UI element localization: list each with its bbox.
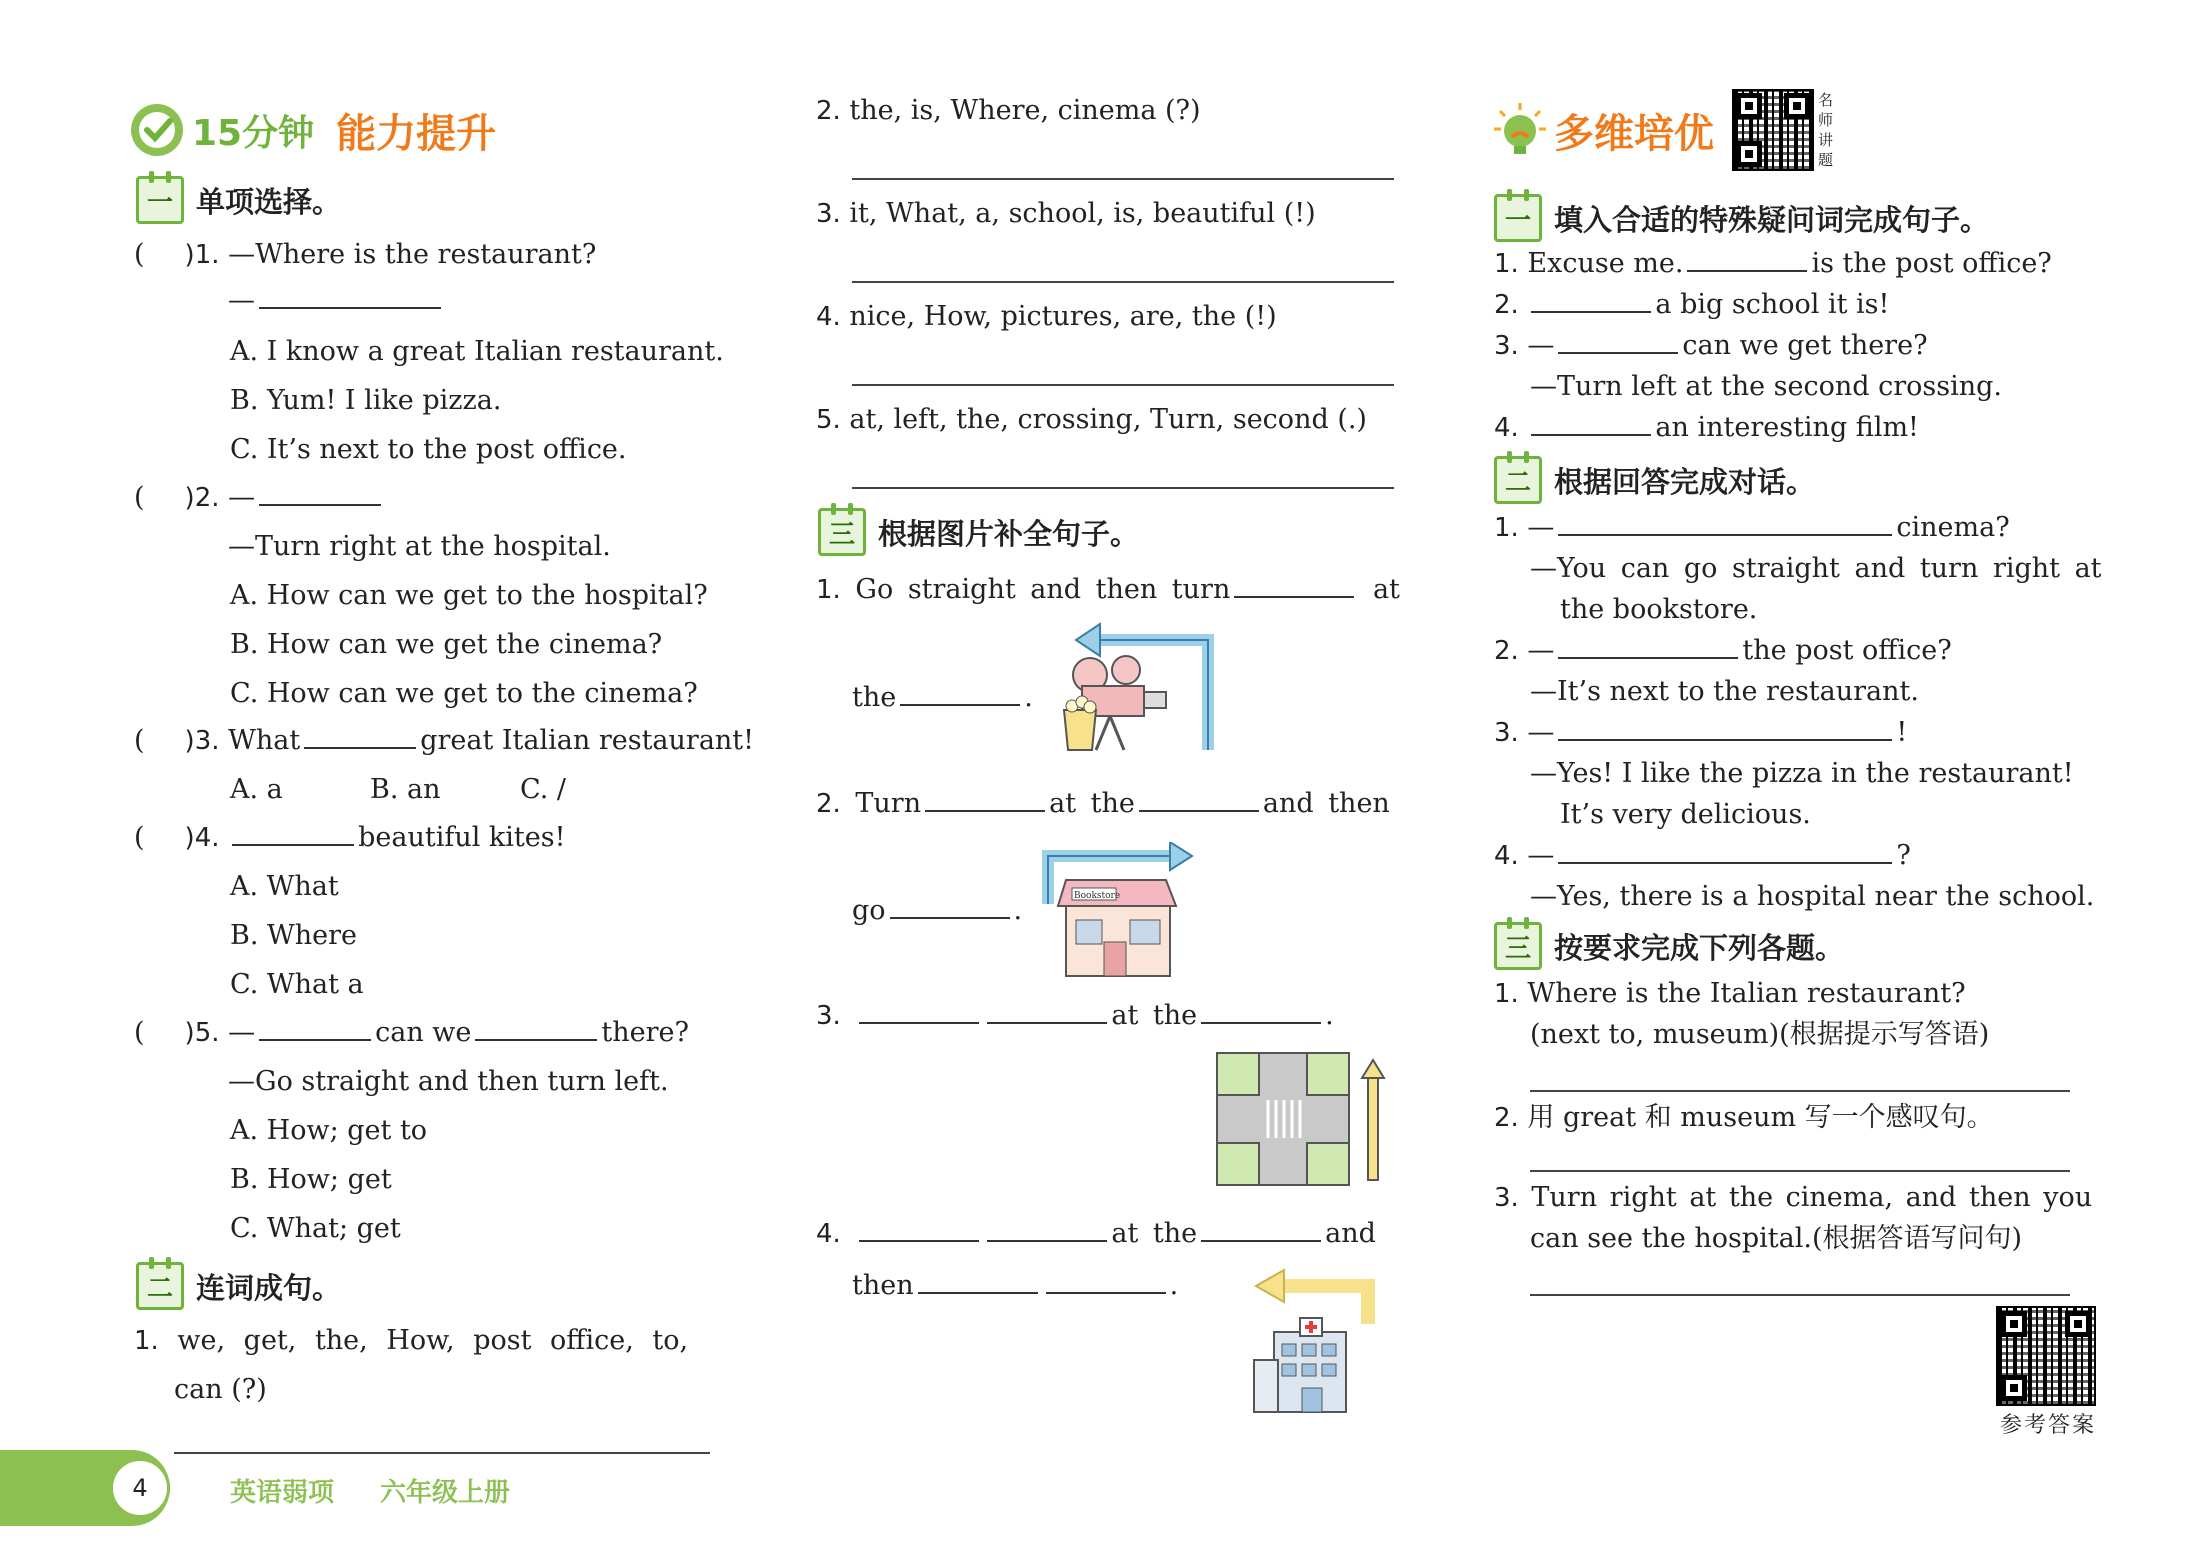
answer-line[interactable] (852, 384, 1394, 386)
r2-d3: 3. — ! (1494, 717, 1908, 748)
answer-line[interactable] (1530, 1294, 2070, 1296)
blank[interactable] (890, 893, 1010, 919)
header-right (1492, 91, 1838, 169)
q1-option-a: A. I know a great Italian restaurant. (230, 336, 724, 367)
blank[interactable] (987, 998, 1107, 1024)
page-number: 4 (110, 1458, 170, 1518)
r1-title-text: 填入合适的特殊疑问词完成句子。 (1554, 202, 1990, 237)
q4-option-a: A. What (230, 871, 339, 902)
header-minutes: 15分钟 (192, 112, 315, 154)
blank[interactable] (1558, 328, 1678, 354)
sec2-title-text: 连词成句。 (196, 1270, 342, 1305)
blank[interactable] (1201, 998, 1321, 1024)
blank[interactable] (1234, 572, 1354, 598)
blank[interactable] (1558, 838, 1892, 864)
q3-option-a: A. a (230, 774, 283, 805)
sec3-item-2: 2. Turn at the and then (816, 788, 1390, 819)
r2-d4-ans1: —Yes, there is a hospital near the school. (1530, 881, 2095, 912)
q5-line: ( )5. — can we there? (134, 1017, 689, 1048)
q1-line: ( )1. —Where is the restaurant? (134, 239, 597, 270)
blank[interactable] (1201, 1216, 1321, 1242)
q4-option-b: B. Where (230, 920, 358, 951)
sec1-badge: 一 (136, 176, 184, 224)
blank[interactable] (1687, 246, 1807, 272)
r2-d4: 4. — ? (1494, 840, 1911, 871)
r1-line-3b: —Turn left at the second crossing. (1530, 371, 2002, 402)
q1-dash: — (228, 283, 445, 319)
footer-grade: 六年级上册 (380, 1478, 511, 1508)
q3-line: ( )3. What great Italian restaurant! (134, 725, 755, 756)
sec3-item-4: 4. at the and (816, 1218, 1376, 1249)
r3-title (1494, 922, 1844, 970)
r2-d3-ans2: It’s very delicious. (1560, 799, 1811, 830)
r3-t3-hint: can see the hospital.(根据答语写问句) (1530, 1223, 2023, 1254)
sec3-badge: 三 (818, 508, 866, 556)
sec2-item-1: 1. we, get, the, How, post office, to, (134, 1325, 689, 1356)
q2-option-a: A. How can we get to the hospital? (230, 580, 708, 611)
answer-line[interactable] (1530, 1090, 2070, 1092)
sec3-item-1: 1. Go straight and then turn at (816, 574, 1400, 605)
r3-t1: 1. Where is the Italian restaurant? (1494, 978, 1966, 1009)
q3-option-b: B. an (370, 774, 441, 805)
sec3-item-3: 3. at the . (816, 1000, 1334, 1031)
blank[interactable] (259, 1015, 371, 1041)
blank[interactable] (859, 1216, 979, 1242)
r3-badge: 三 (1494, 922, 1542, 970)
hospital-turn-left-picture (1244, 1268, 1380, 1418)
blank[interactable] (1558, 715, 1892, 741)
q5-option-b: B. How; get (230, 1164, 392, 1195)
blank[interactable] (1531, 287, 1651, 313)
sec2-badge: 二 (136, 1262, 184, 1310)
sec2-item-5: 5. at, left, the, crossing, Turn, second (.) (816, 404, 1367, 435)
bookstore-turn-right-picture (1040, 842, 1200, 982)
blank[interactable] (1046, 1268, 1166, 1294)
r2-d1-ans1: —You can go straight and turn right at (1530, 553, 2102, 584)
crossroad-go-straight-picture (1216, 1052, 1386, 1188)
qr-caption: 名师讲题 (1818, 91, 1834, 169)
answer-line[interactable] (852, 281, 1394, 283)
sec2-item-1-cont: can (?) (174, 1374, 267, 1405)
header-title: 能力提升 (336, 110, 497, 157)
sec3-item-2-cont: go . (852, 895, 1023, 926)
r3-t1-hint: (next to, museum)(根据提示写答语) (1530, 1019, 1990, 1050)
blank[interactable] (259, 283, 441, 309)
blank[interactable] (1558, 633, 1738, 659)
r2-title (1494, 456, 1815, 504)
sec2-title (136, 1262, 341, 1310)
r1-line-3: 3. — can we get there? (1494, 330, 1928, 361)
q5-reply: —Go straight and then turn left. (228, 1066, 669, 1097)
header-right-title: 多维培优 (1554, 110, 1714, 157)
sec2-item-3: 3. it, What, a, school, is, beautiful (!) (816, 198, 1316, 229)
q5-option-c: C. What; get (230, 1213, 401, 1244)
blank[interactable] (232, 820, 354, 846)
q5-option-a: A. How; get to (230, 1115, 428, 1146)
answer-line[interactable] (174, 1452, 710, 1454)
r3-t3: 3. Turn right at the cinema, and then you (1494, 1182, 2093, 1213)
q1-question: —Where is the restaurant? (228, 239, 597, 270)
popcorn-icon (1064, 710, 1096, 750)
blank[interactable] (987, 1216, 1107, 1242)
r2-title-text: 根据回答完成对话。 (1554, 464, 1816, 499)
r1-line-2: 2. a big school it is! (1494, 289, 1890, 320)
r3-t2: 2. 用 great 和 museum 写一个感叹句。 (1494, 1102, 1994, 1133)
blank[interactable] (925, 786, 1045, 812)
answer-line[interactable] (852, 178, 1394, 180)
q4-line: ( )4. beautiful kites! (134, 822, 566, 853)
q2-line: ( )2. — (134, 480, 385, 516)
r3-title-text: 按要求完成下列各题。 (1554, 930, 1845, 965)
blank[interactable] (900, 680, 1020, 706)
blank[interactable] (859, 998, 979, 1024)
blank[interactable] (1139, 786, 1259, 812)
q1-option-c: C. It’s next to the post office. (230, 434, 627, 465)
answer-line[interactable] (852, 487, 1394, 489)
sec1-title-text: 单项选择。 (196, 184, 342, 219)
cinema-turn-left-picture (1060, 620, 1220, 760)
r1-title (1494, 194, 1989, 242)
sec3-item-1-cont: the . (852, 682, 1033, 713)
blank[interactable] (918, 1268, 1038, 1294)
sec3-title-text: 根据图片补全句子。 (878, 516, 1140, 551)
answer-qr-caption: 参考答案 (1999, 1413, 2096, 1438)
q2-reply: —Turn right at the hospital. (228, 531, 611, 562)
answer-qr-code-icon[interactable] (1996, 1306, 2096, 1406)
bookstore-sign: Bookstore (1074, 891, 1121, 901)
q1-option-b: B. Yum! I like pizza. (230, 385, 502, 416)
check-clock-icon (128, 101, 186, 159)
r2-d2-ans1: —It’s next to the restaurant. (1530, 676, 1919, 707)
r1-line-4: 4. an interesting film! (1494, 412, 1919, 443)
r2-d3-ans1: —Yes! I like the pizza in the restaurant! (1530, 758, 2074, 789)
lightbulb-icon (1492, 101, 1548, 159)
blank[interactable] (1558, 510, 1892, 536)
footer-subject: 英语弱项 (230, 1478, 335, 1508)
r2-d2: 2. — the post office? (1494, 635, 1952, 666)
q2-option-c: C. How can we get to the cinema? (230, 678, 698, 709)
answer-line[interactable] (1530, 1170, 2070, 1172)
qr-code-icon[interactable] (1732, 89, 1814, 171)
r2-d1-ans2: the bookstore. (1560, 594, 1758, 625)
q4-option-c: C. What a (230, 969, 364, 1000)
r1-badge: 一 (1494, 194, 1542, 242)
sec2-item-4: 4. nice, How, pictures, are, the (!) (816, 301, 1277, 332)
r2-d1: 1. — cinema? (1494, 512, 2010, 543)
blank[interactable] (304, 723, 416, 749)
q3-option-c: C. / (520, 774, 566, 805)
header-left (128, 100, 496, 160)
sec3-item-4-cont: then . (852, 1270, 1179, 1301)
q2-option-b: B. How can we get the cinema? (230, 629, 663, 660)
r2-badge: 二 (1494, 456, 1542, 504)
sec3-title (818, 508, 1139, 556)
blank[interactable] (475, 1015, 597, 1041)
r1-line-1: 1. Excuse me. is the post office? (1494, 248, 2052, 279)
blank[interactable] (259, 480, 381, 506)
sec2-item-2: 2. the, is, Where, cinema (?) (816, 95, 1201, 126)
sec1-title (136, 176, 341, 224)
blank[interactable] (1531, 410, 1651, 436)
